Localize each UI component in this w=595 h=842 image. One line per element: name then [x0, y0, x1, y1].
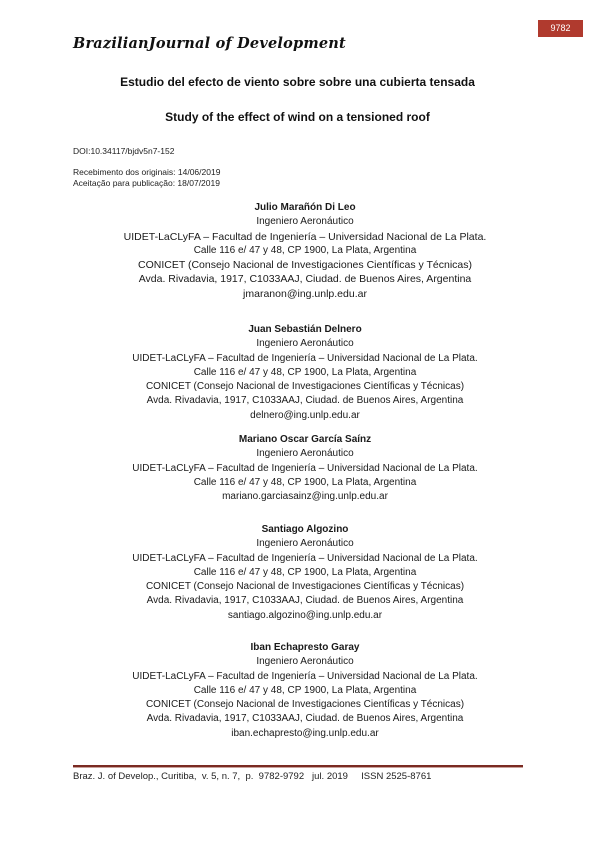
footer-divider-shadow — [73, 767, 523, 768]
author-affiliation: UIDET-LaCLyFA – Facultad de Ingeniería – Universidad Nacional de La Plata. — [132, 670, 478, 682]
received-date: Recebimento dos originais: 14/06/2019 — [73, 167, 221, 177]
author-email: santiago.algozino@ing.unlp.edu.ar — [227, 609, 383, 621]
author-name: Julio Marañón Di Leo — [254, 202, 356, 213]
author-block — [60, 323, 550, 423]
author-email: delnero@ing.unlp.edu.ar — [250, 409, 360, 421]
author-address: Calle 116 e/ 47 y 48, CP 1900, La Plata, Argentina — [193, 476, 417, 488]
author-affiliation: UIDET-LaCLyFA – Facultad de Ingeniería – Universidad Nacional de La Plata. — [132, 552, 478, 564]
accepted-date: Aceitação para publicação: 18/07/2019 — [73, 178, 220, 188]
author-email: jmaranon@ing.unlp.edu.ar — [243, 287, 367, 300]
author-degree: Ingeniero Aeronáutico — [256, 448, 354, 460]
author-affiliation: UIDET-LaCLyFA – Facultad de Ingeniería – Universidad Nacional de La Plata. — [132, 352, 478, 364]
author-block — [60, 641, 550, 741]
author-degree: Ingeniero Aeronáutico — [256, 338, 354, 350]
dates-block — [73, 167, 220, 189]
author-affiliation: UIDET-LaCLyFA – Facultad de Ingeniería – Universidad Nacional de La Plata. — [132, 462, 478, 474]
author-name: Santiago Algozino — [261, 524, 349, 535]
author-address: Avda. Rivadavia, 1917, C1033AAJ, Ciudad. de Buenos Aires, Argentina — [146, 713, 464, 725]
author-address: Calle 116 e/ 47 y 48, CP 1900, La Plata, Argentina — [193, 684, 417, 696]
author-degree: Ingeniero Aeronáutico — [256, 538, 354, 550]
author-address: Avda. Rivadavia, 1917, C1033AAJ, Ciudad. de Buenos Aires, Argentina — [146, 395, 464, 407]
author-address: Calle 116 e/ 47 y 48, CP 1900, La Plata, Argentina — [193, 244, 417, 256]
author-block — [60, 201, 550, 301]
doi-line: DOI:10.34117/bjdv5n7-152 — [73, 146, 175, 156]
author-address: Calle 116 e/ 47 y 48, CP 1900, La Plata, Argentina — [193, 566, 417, 578]
author-address: Avda. Rivadavia, 1917, C1033AAJ, Ciudad. de Buenos Aires, Argentina — [146, 595, 464, 607]
author-institution: CONICET (Consejo Nacional de Investigaciones Científicas y Técnicas) — [137, 259, 472, 272]
author-address: Avda. Rivadavia, 1917, C1033AAJ, Ciudad. de Buenos Aires, Argentina — [138, 273, 472, 286]
author-affiliation: UIDET-LaCLyFA – Facultad de Ingeniería – Universidad Nacional de La Plata. — [123, 230, 487, 243]
author-email: iban.echapresto@ing.unlp.edu.ar — [231, 727, 379, 739]
author-name: Iban Echapresto Garay — [250, 642, 360, 653]
footer-citation: Braz. J. of Develop., Curitiba, v. 5, n. 7, p. 9782-9792 jul. 2019 ISSN 2525-8761 — [73, 771, 432, 782]
author-degree: Ingeniero Aeronáutico — [256, 216, 354, 228]
author-institution: CONICET (Consejo Nacional de Investigaciones Científicas y Técnicas) — [145, 699, 465, 711]
journal-logo: BrazilianJournal of Development — [73, 35, 346, 52]
author-block — [60, 433, 550, 504]
author-institution: CONICET (Consejo Nacional de Investigaciones Científicas y Técnicas) — [145, 381, 465, 393]
title-spanish: Estudio del efecto de viento sobre sobre una cubierta tensada — [120, 75, 475, 89]
author-email: mariano.garciasainz@ing.unlp.edu.ar — [222, 491, 388, 503]
page-number-badge: 9782 — [538, 20, 583, 37]
author-degree: Ingeniero Aeronáutico — [256, 656, 354, 668]
author-address: Calle 116 e/ 47 y 48, CP 1900, La Plata, Argentina — [193, 366, 417, 378]
author-name: Juan Sebastián Delnero — [248, 324, 362, 335]
author-institution: CONICET (Consejo Nacional de Investigaciones Científicas y Técnicas) — [145, 581, 465, 593]
author-block — [60, 523, 550, 623]
author-name: Mariano Oscar García Saínz — [238, 434, 372, 445]
title-english: Study of the effect of wind on a tensioned roof — [165, 110, 430, 124]
